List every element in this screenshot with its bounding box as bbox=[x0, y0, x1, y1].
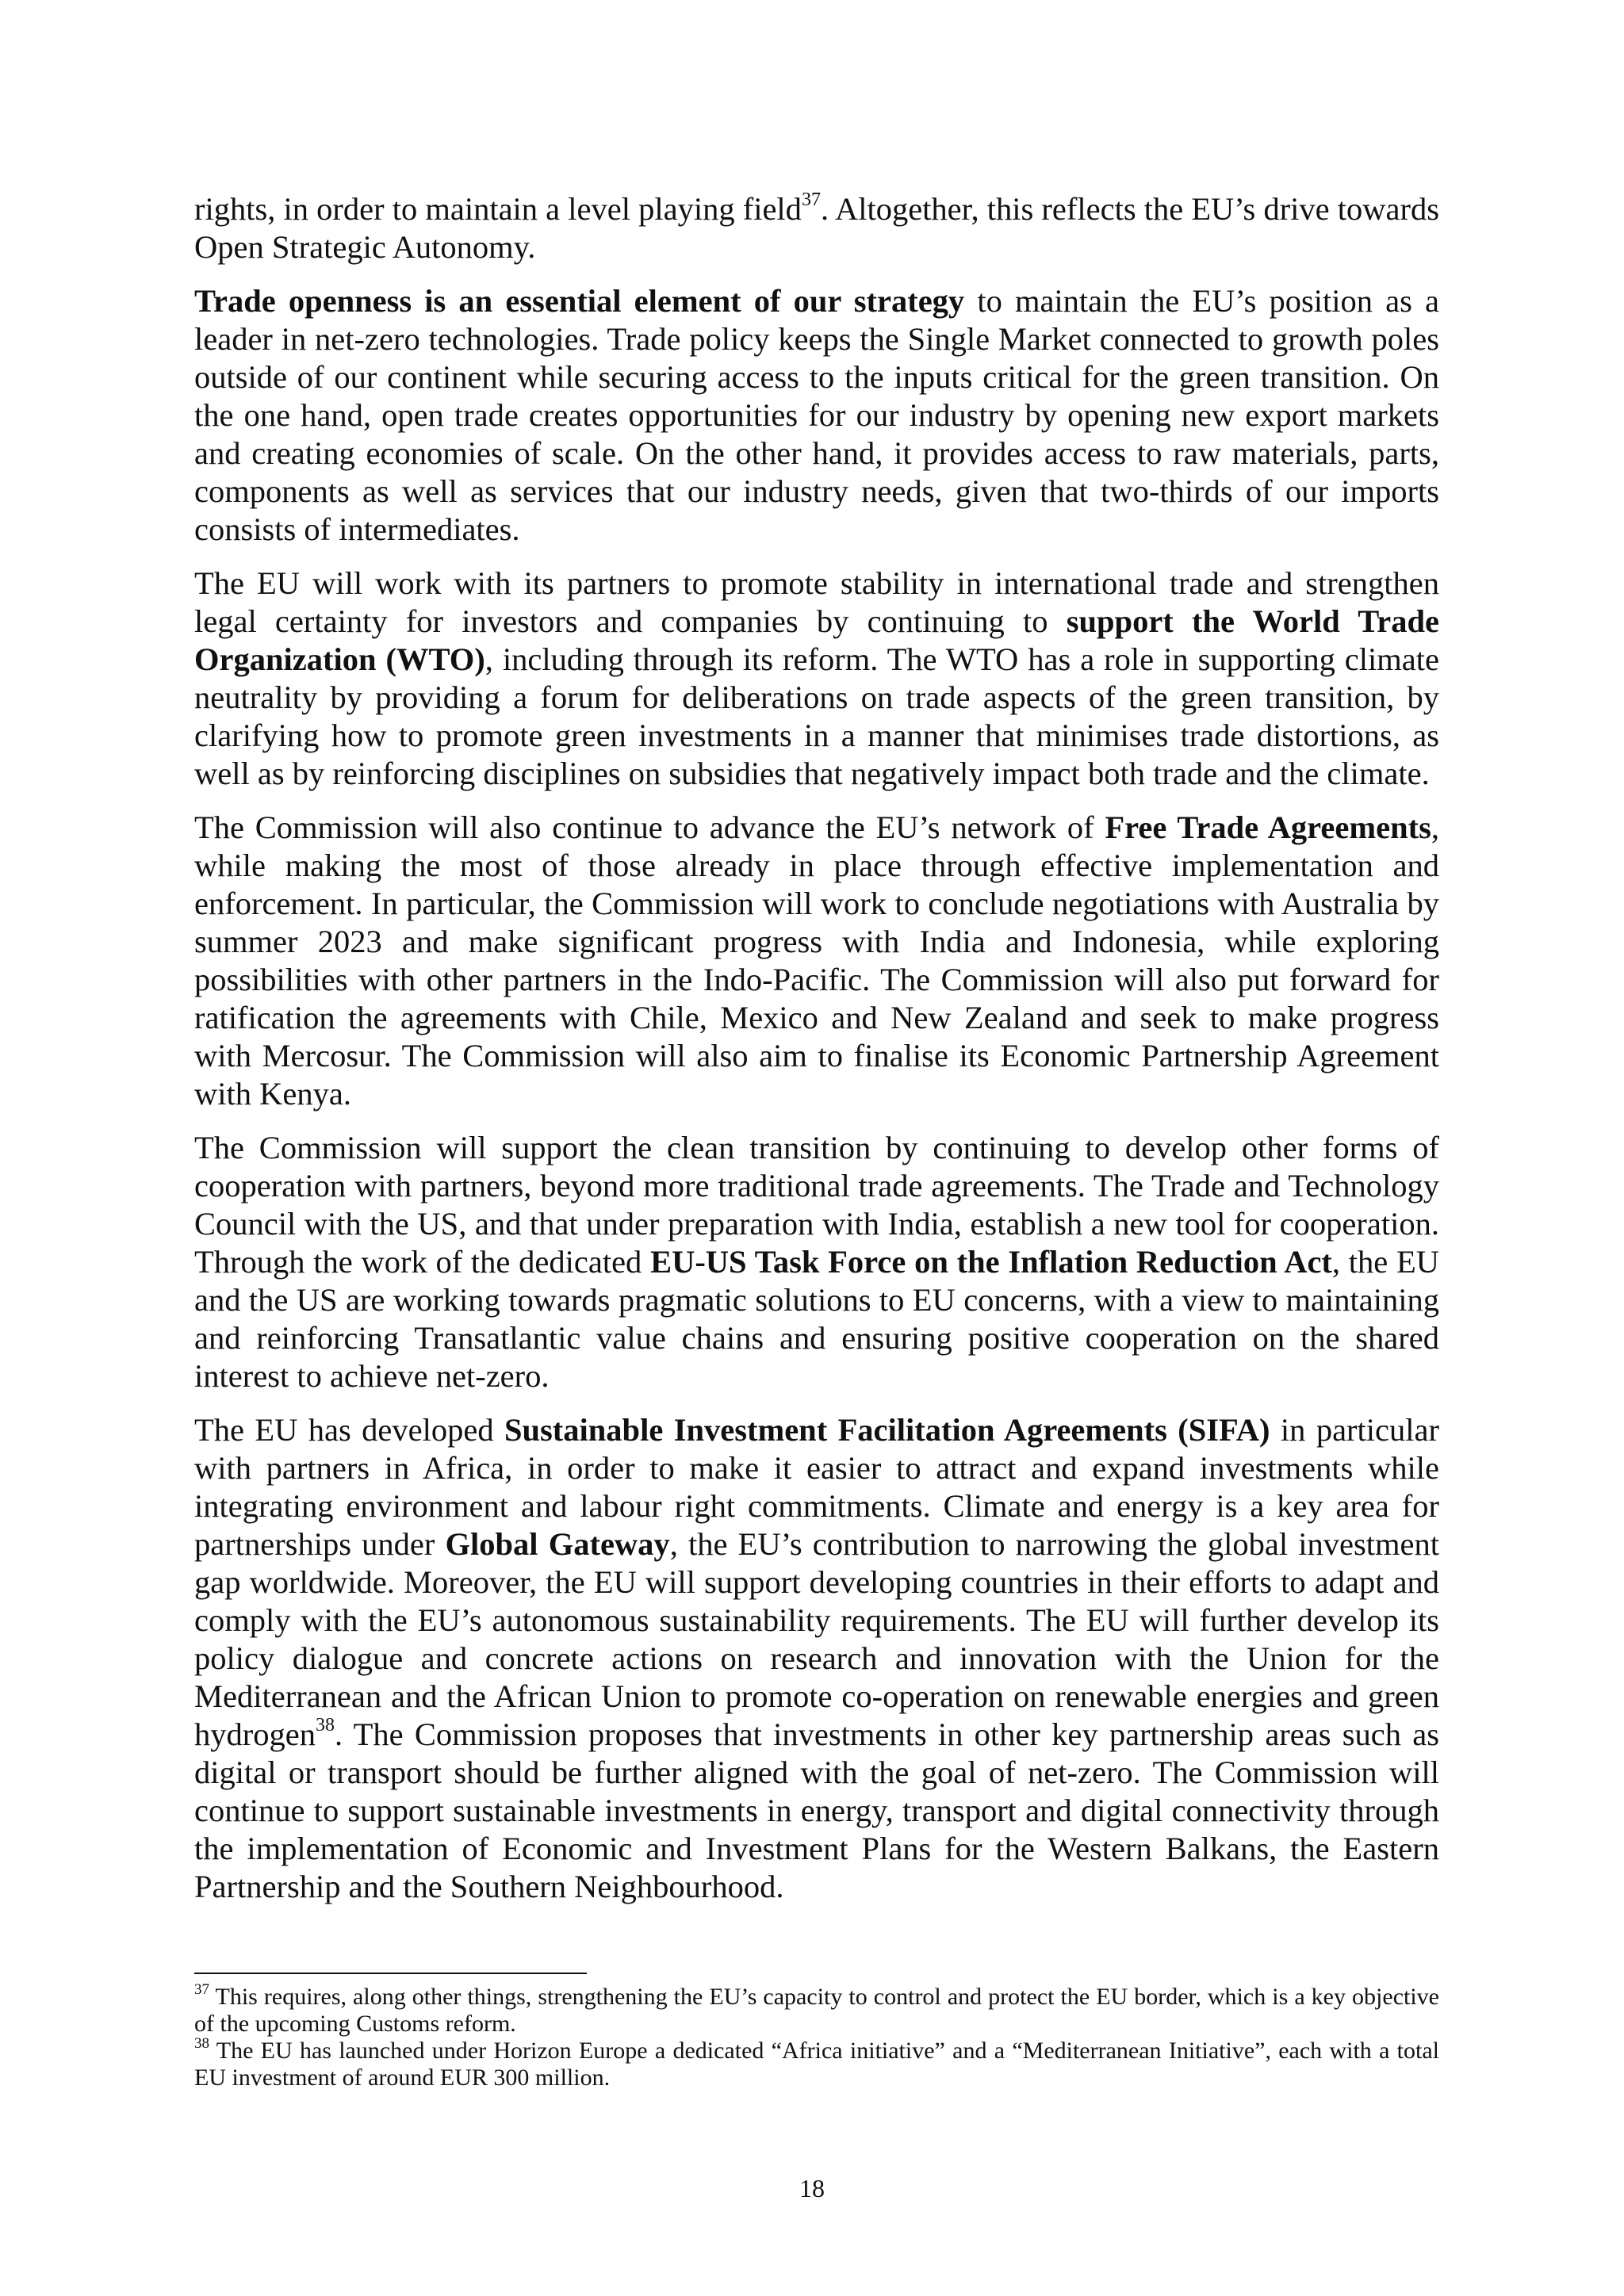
bold-text-run: support the World Trade Organization (WTO) bbox=[194, 603, 1439, 677]
footnote bbox=[194, 2035, 1439, 2091]
bold-text-run: Sustainable Investment Facilitation Agreements (SIFA) bbox=[504, 1412, 1270, 1448]
text-run: to maintain the EU’s position as a leader in net-zero technologies. Trade policy keeps the Single Market connected to growth poles outside of our continent while securing access to the inputs critical for the green transition. On the one hand, open trade creates opportunities for our industry by opening new export markets and creating economies of scale. On the other hand, it provides access to raw materials, parts, components as well as services that our industry needs, given that two-thirds of our imports consists of intermediates. bbox=[194, 283, 1439, 547]
footnote-text: This requires, along other things, strengthening the EU’s capacity to control and protect the EU border, which is a key objective of the upcoming Customs reform. bbox=[194, 1984, 1439, 2037]
footnote-text: The EU has launched under Horizon Europe a dedicated “Africa initiative” and a “Mediterranean Initiative”, each with a total EU investment of around EUR 300 million. bbox=[194, 2038, 1439, 2091]
text-run: , the EU’s contribution to narrowing the global investment gap worldwide. Moreover, the EU will support developing countries in their efforts to adapt and comply with the EU’s autonomous sustainability requirements. The EU will further develop its policy dialogue and concrete actions on research and innovation with the Union for the Mediterranean and the African Union to promote co-operation on renewable energies and green hydrogen bbox=[194, 1526, 1439, 1752]
footnote-number: 38 bbox=[194, 2035, 209, 2052]
bold-text-run: Trade openness is an essential element of our strategy bbox=[194, 283, 965, 319]
text-run: . Altogether, this reflects the EU’s drive towards Open Strategic Autonomy. bbox=[194, 191, 1440, 265]
body-text bbox=[194, 190, 1439, 1922]
footnote-number: 37 bbox=[194, 1981, 209, 1998]
paragraph bbox=[194, 190, 1439, 266]
paragraph bbox=[194, 1411, 1439, 1906]
bold-text-run: EU-US Task Force on the Inflation Reduction Act bbox=[650, 1244, 1332, 1280]
paragraph bbox=[194, 809, 1439, 1113]
footnote-ref[interactable]: 37 bbox=[801, 189, 821, 210]
bold-text-run: Global Gateway bbox=[445, 1526, 670, 1562]
text-run: , including through its reform. The WTO has a role in supporting climate neutrality by providing a forum for deliberations on trade aspects of the green transition, by clarifying how to promote green investments in a manner that minimises trade distortions, as well as by reinforcing disciplines on subsidies that negatively impact both trade and the climate. bbox=[194, 641, 1439, 791]
text-run: The EU has developed bbox=[194, 1412, 504, 1448]
text-run: , the EU and the US are working towards pragmatic solutions to EU concerns, with a view to maintaining and reinforcing Transatlantic value chains and ensuring positive cooperation on the shared interest to achieve net-zero. bbox=[194, 1244, 1439, 1394]
bold-text-run: Free Trade Agreements bbox=[1105, 809, 1431, 845]
text-run: The Commission will also continue to advance the EU’s network of bbox=[194, 809, 1105, 845]
text-run: , while making the most of those already in place through effective implementation and enforcement. In particular, the Commission will work to conclude negotiations with Australia by summer 2023 and make significant progress with India and Indonesia, while exploring possibilities with other partners in the Indo-Pacific. The Commission will also put forward for ratification the agreements with Chile, Mexico and New Zealand and seek to make progress with Mercosur. The Commission will also aim to finalise its Economic Partnership Agreement with Kenya. bbox=[194, 809, 1439, 1112]
paragraph bbox=[194, 564, 1439, 793]
text-run: . The Commission proposes that investments in other key partnership areas such as digital or transport should be further aligned with the goal of net-zero. The Commission will continue to support sustainable investments in energy, transport and digital connectivity through the implementation of Economic and Investment Plans for the Western Balkans, the Eastern Partnership and the Southern Neighbourhood. bbox=[194, 1716, 1439, 1904]
footnote-separator bbox=[194, 1973, 587, 1974]
text-run: rights, in order to maintain a level playing field bbox=[194, 191, 802, 227]
text-run: in particular with partners in Africa, in order to make it easier to attract and expand investments while integrating environment and labour right commitments. Climate and energy is a key area for partnerships under bbox=[194, 1412, 1439, 1562]
footnotes bbox=[194, 1981, 1439, 2091]
footnote bbox=[194, 1981, 1439, 2038]
text-run: The EU will work with its partners to promote stability in international trade and strengthen legal certainty for investors and companies by continuing to bbox=[194, 565, 1439, 639]
paragraph bbox=[194, 1129, 1439, 1395]
paragraph bbox=[194, 282, 1439, 549]
footnote-ref[interactable]: 38 bbox=[315, 1714, 335, 1735]
text-run: The Commission will support the clean transition by continuing to develop other forms of cooperation with partners, beyond more traditional trade agreements. The Trade and Technology Council with the US, and that under preparation with India, establish a new tool for cooperation. Through the work of the dedicated bbox=[194, 1130, 1439, 1280]
page-number: 18 bbox=[799, 2174, 825, 2202]
